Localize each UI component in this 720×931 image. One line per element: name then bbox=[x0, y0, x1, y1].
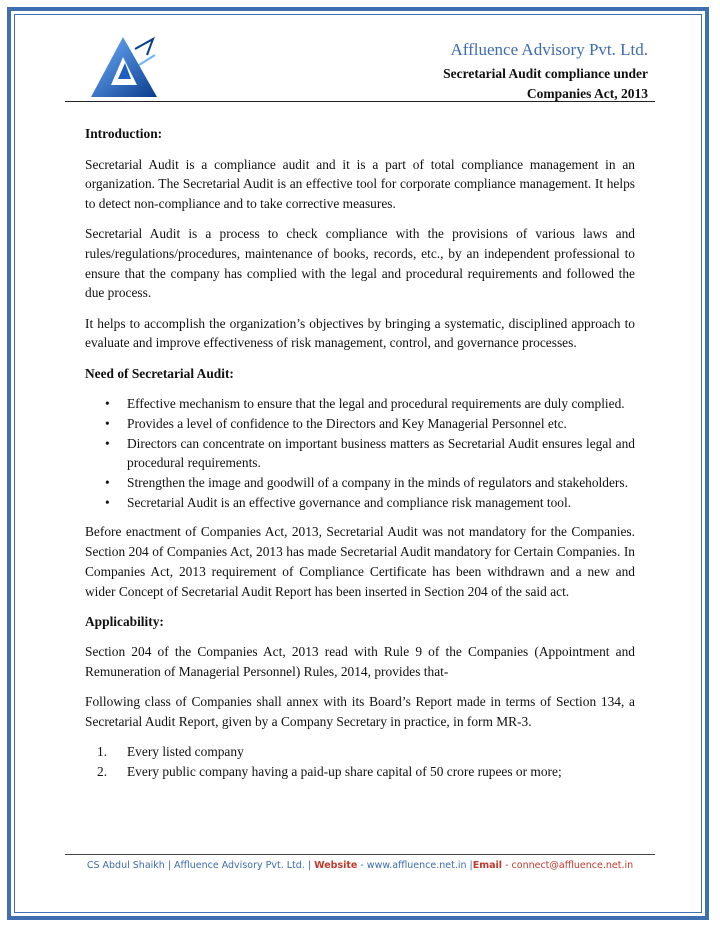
footer-email-label: Email bbox=[472, 860, 503, 871]
bullet-icon: • bbox=[105, 415, 110, 431]
before-enactment-paragraph: Before enactment of Companies Act, 2013, Secretarial Audit was not mandatory for the Companies. Section 204 of Companies Act, 2013 has made Secretarial Audit mandatory for Certain Companies. In Companies Act, 2013 requirement of Compliance Certificate has been withdrawn and a new and wider Concept of Secretarial Audit Report has been inserted in Section 204 of the said act. bbox=[85, 524, 635, 599]
company-name: Affluence Advisory Pvt. Ltd. bbox=[450, 40, 648, 59]
applicability-paragraph-2: Following class of Companies shall annex with its Board’s Report made in terms of Section 134, a Secretarial Audit Report, given by a Company Secretary in practice, in form MR-3. bbox=[85, 694, 635, 730]
bullet-icon: • bbox=[105, 435, 110, 451]
footer-website-link[interactable]: - www.affluence.net.in | bbox=[357, 860, 473, 871]
footer-website-label: Website bbox=[314, 860, 358, 871]
list-item: • Directors can concentrate on important business matters as Secretarial Audit ensures legal and procedural requirements. bbox=[105, 435, 635, 471]
introduction-paragraph-2: Secretarial Audit is a process to check compliance with the provisions of various laws and rules/regulations/procedures, maintenance of books, records, etc., by an independent professional to ensure that the company has complied with the legal and procedural requirements and followed the due process. bbox=[85, 226, 635, 301]
header-divider bbox=[65, 101, 655, 102]
bullet-icon: • bbox=[105, 396, 110, 412]
bullet-icon: • bbox=[105, 494, 110, 510]
need-heading: Need of Secretarial Audit: bbox=[85, 365, 234, 381]
applicability-paragraph-1: Section 204 of the Companies Act, 2013 read with Rule 9 of the Companies (Appointment and Remuneration of Managerial Personnel) Rules, 2014, provides that- bbox=[85, 644, 635, 680]
list-item: • Effective mechanism to ensure that the legal and procedural requirements are duly complied. bbox=[127, 394, 635, 414]
list-item: • Secretarial Audit is an effective governance and compliance risk management tool. bbox=[127, 493, 635, 513]
document-title bbox=[443, 64, 648, 104]
company-logo bbox=[85, 35, 160, 100]
list-item: 1. Every listed company bbox=[97, 744, 244, 760]
document-body bbox=[85, 124, 635, 782]
introduction-paragraph-3: It helps to accomplish the organization’s objectives by bringing a systematic, disciplined approach to evaluate and improve effectiveness of risk management, control, and governance processes. bbox=[85, 315, 635, 351]
document-title-line-1: Secretarial Audit compliance under bbox=[443, 66, 648, 81]
list-item: • Provides a level of confidence to the Directors and Key Managerial Personnel etc. bbox=[127, 414, 635, 434]
page-footer bbox=[0, 860, 720, 871]
introduction-heading: Introduction: bbox=[85, 126, 163, 141]
footer-divider bbox=[65, 854, 655, 855]
list-item: • Strengthen the image and goodwill of a company in the minds of regulators and stakeholders. bbox=[127, 473, 635, 493]
companies-numbered-list bbox=[85, 742, 635, 781]
list-item: 2. Every public company having a paid-up share capital of 50 crore rupees or more; bbox=[97, 763, 562, 779]
bullet-icon: • bbox=[105, 475, 110, 491]
footer-email-link[interactable]: - connect@affluence.net.in bbox=[502, 860, 634, 871]
introduction-paragraph-1: Secretarial Audit is a compliance audit and it is a part of total compliance management in an organization. The Secretarial Audit is an effective tool for corporate compliance management. It helps to detect non-compliance and to take corrective measures. bbox=[85, 156, 635, 212]
need-bullet-list bbox=[85, 394, 635, 512]
footer-author: CS Abdul Shaikh | Affluence Advisory Pvt. Ltd. | bbox=[86, 860, 315, 871]
document-title-line-2: Companies Act, 2013 bbox=[526, 86, 648, 101]
applicability-heading: Applicability: bbox=[85, 613, 164, 629]
